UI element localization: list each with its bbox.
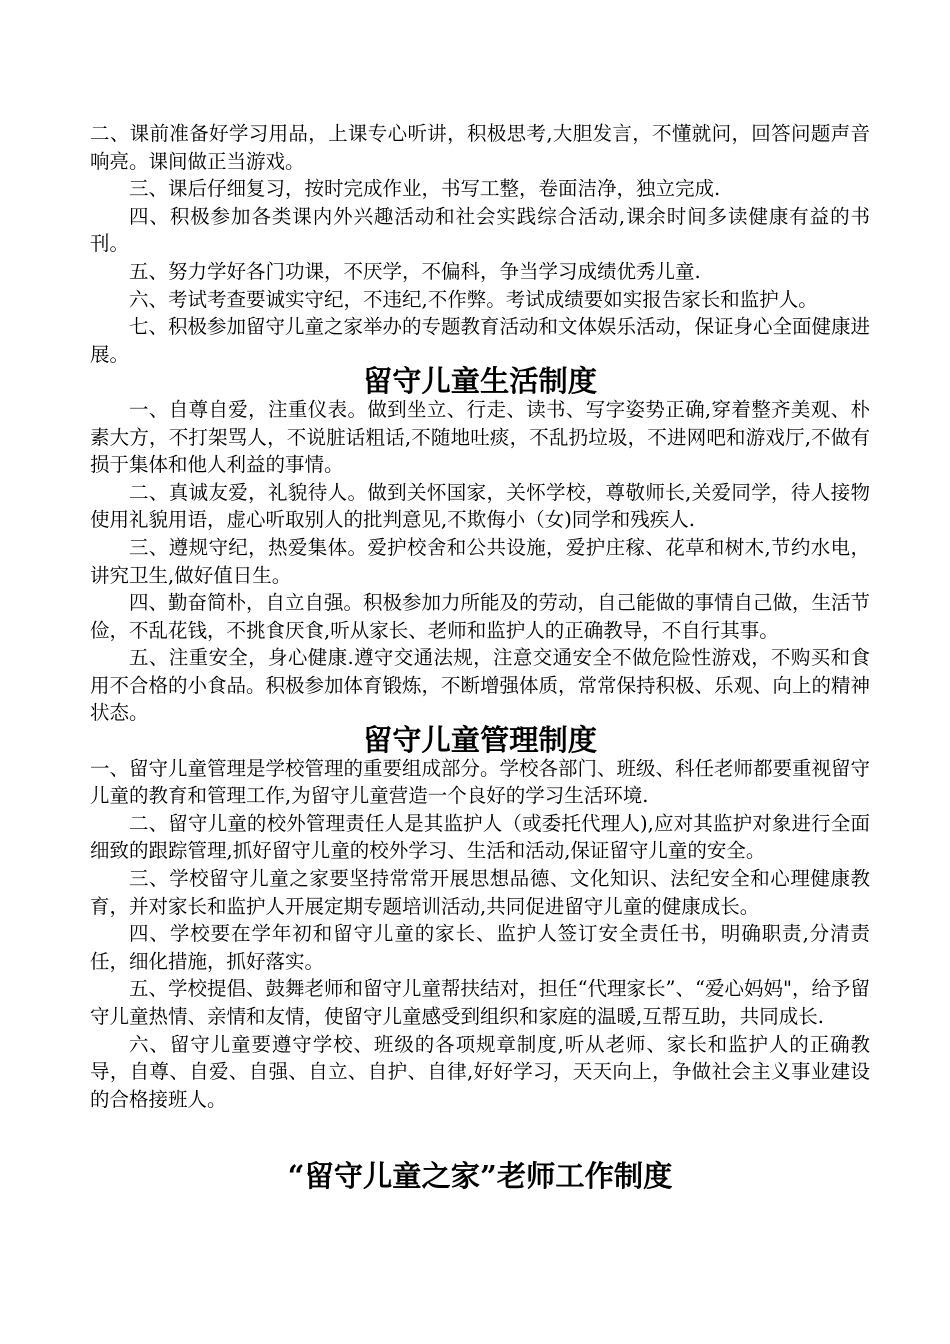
study-paragraph-2: 二、课前准备好学习用品，上课专心听讲，积极思考,大胆发言，不懂就问，回答问题声音响亮。课间做正当游戏。 (90, 122, 870, 173)
management-rules-heading: 留守儿童管理制度 (363, 723, 597, 758)
study-paragraph-7: 七、积极参加留守儿童之家举办的专题教育活动和文体娱乐活动，保证身心全面健康进展。 (90, 315, 871, 366)
life-paragraph-1: 一、自尊自爱，注重仪表。做到坐立、行走、读书、写字姿势正确,穿着整齐美观、朴素大方，不打架骂人，不说脏话粗话,不随地吐痰，不乱扔垃圾，不进网吧和游戏厅,不做有损于集体和他人利益的事情。 (90, 397, 870, 477)
study-paragraph-6: 六、考试考查要诚实守纪，不违纪,不作弊。考试成绩要如实报告家长和监护人。 (129, 287, 818, 311)
teacher-rules-heading: “留守儿童之家”老师工作制度 (287, 1159, 673, 1194)
life-paragraph-2: 二、真诚友爱，礼貌待人。做到关怀国家，关怀学校，尊敬师长,关爱同学，待人接物使用礼貌用语，虚心听取别人的批判意见,不欺侮小（女)同学和残疾人. (90, 480, 870, 532)
study-paragraph-5: 五、努力学好各门功课，不厌学，不偏科，争当学习成绩优秀儿童. (129, 259, 701, 283)
management-paragraph-6: 六、留守儿童要遵守学校、班级的各项规章制度,听从老师、家长和监护人的正确教导，自尊、自爱、自强、自立、自护、自律,好好学习，天天向上，争做社会主义事业建设的合格接班人。 (90, 1032, 870, 1111)
life-paragraph-5: 五、注重安全，身心健康.遵守交通法规，注意交通安全不做危险性游戏，不购买和食用不合格的小食品。积极参加体育锻炼，不断增强体质，常常保持积极、乐观、向上的精神状态。 (90, 646, 871, 725)
life-paragraph-4: 四、勤奋简朴，自立自强。积极参加力所能及的劳动，自己能做的事情自己做，生活节俭，不乱花钱，不挑食厌食,听从家长、老师和监护人的正确教导，不自行其事。 (90, 591, 871, 642)
life-rules-heading: 留守儿童生活制度 (363, 364, 597, 399)
life-paragraph-3: 三、遵规守纪，热爱集体。爱护校舍和公共设施，爱护庄稼、花草和树木,节约水电，讲究卫生,做好值日生。 (90, 535, 870, 587)
management-paragraph-3: 三、学校留守儿童之家要坚持常常开展思想品德、文化知识、法纪安全和心理健康教育，并对家长和监护人开展定期专题培训活动,共同促进留守儿童的健康成长。 (90, 867, 870, 918)
document-page (90, 120, 871, 1194)
management-paragraph-1: 一、留守儿童管理是学校管理的重要组成部分。学校各部门、班级、科任老师都要重视留守儿童的教育和管理工作,为留守儿童营造一个良好的学习生活环境. (90, 756, 871, 808)
management-paragraph-5: 五、学校提倡、鼓舞老师和留守儿童帮扶结对，担任“代理家长”、“爱心妈妈"，给予留守儿童热情、亲情和友情，使留守儿童感受到组织和家庭的温暖,互帮互助，共同成长. (90, 977, 870, 1028)
management-paragraph-4: 四、学校要在学年初和留守儿童的家长、监护人签订安全责任书，明确职责,分清责任，细化措施，抓好落实。 (90, 922, 870, 973)
study-paragraph-3: 三、课后仔细复习，按时完成作业，书写工整，卷面洁净，独立完成. (129, 177, 721, 201)
study-paragraph-4: 四、积极参加各类课内外兴趣活动和社会实践综合活动,课余时间多读健康有益的书刊。 (90, 204, 870, 256)
management-paragraph-2: 二、留守儿童的校外管理责任人是其监护人（或委托代理人),应对其监护对象进行全面细致的跟踪管理,抓好留守儿童的校外学习、生活和活动,保证留守儿童的安全。 (90, 811, 870, 863)
